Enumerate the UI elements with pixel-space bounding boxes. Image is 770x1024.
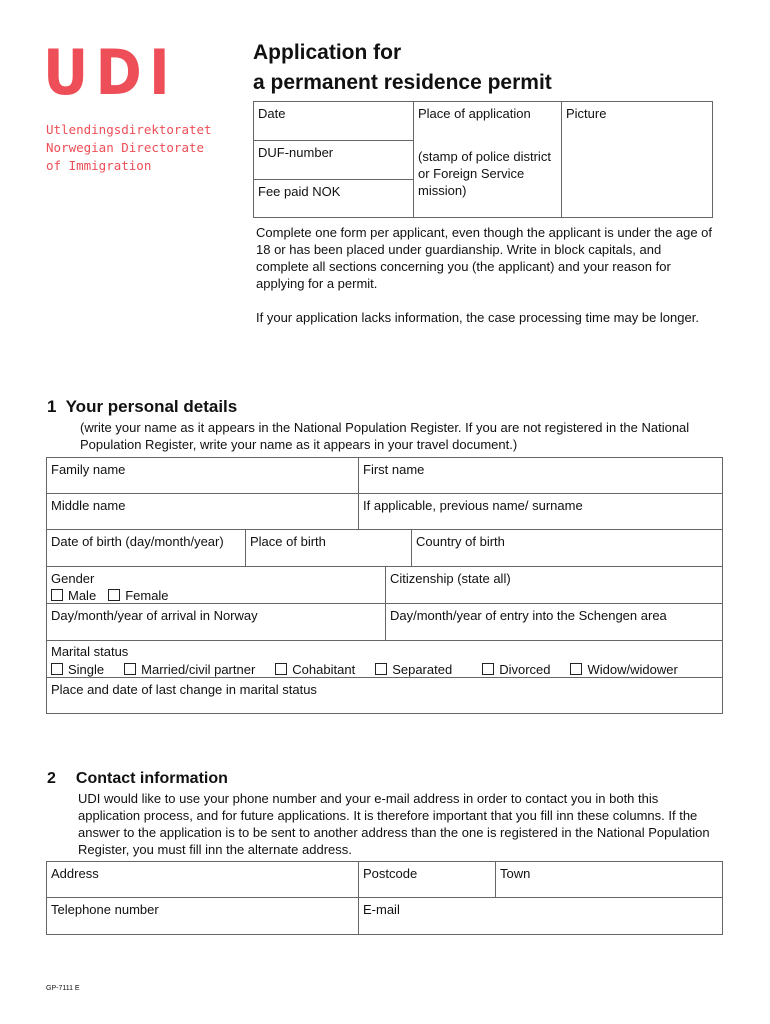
section-2-note: UDI would like to use your phone number and your e-mail address in order to contact you in both this application process, and for future applications. It is therefore important that you fill inn these columns. If the answer to the application is to be sent to another address than the one is registered in the National Population Register, you must fill inn the alternate address. — [78, 791, 710, 857]
duf-number-field[interactable]: DUF-number — [253, 140, 414, 180]
picture-field[interactable]: Picture — [561, 101, 713, 218]
previous-name-field[interactable]: If applicable, previous name/ surname — [358, 493, 723, 530]
marital-single-checkbox[interactable]: Single — [51, 661, 104, 678]
gender-female-checkbox[interactable]: Female — [108, 588, 168, 603]
country-of-birth-field[interactable]: Country of birth — [411, 529, 723, 567]
marital-cohabitant-checkbox[interactable]: Cohabitant — [275, 661, 355, 678]
udi-logo: UDI — [43, 36, 178, 109]
marital-married-checkbox[interactable]: Married/civil partner — [124, 661, 255, 678]
org-name-en: Norwegian Directorate — [46, 140, 205, 155]
page-title: Application for a permanent residence permit — [253, 41, 552, 94]
middle-name-field[interactable]: Middle name — [46, 493, 359, 530]
org-name-no: Utlendingsdirektoratet — [46, 122, 212, 137]
marital-separated-checkbox[interactable]: Separated — [375, 661, 452, 678]
last-marital-change-field[interactable]: Place and date of last change in marital status — [46, 677, 723, 714]
telephone-field[interactable]: Telephone number — [46, 897, 359, 935]
town-field[interactable]: Town — [495, 861, 723, 898]
place-of-birth-field[interactable]: Place of birth — [245, 529, 412, 567]
citizenship-field[interactable]: Citizenship (state all) — [385, 566, 723, 604]
marital-status-field: Marital status Single Married/civil partner Cohabitant Separated Divorced Widow/widower — [46, 640, 723, 678]
arrival-date-field[interactable]: Day/month/year of arrival in Norway — [46, 603, 386, 641]
place-of-application-field[interactable]: Place of application (stamp of police district or Foreign Service mission) — [413, 101, 562, 218]
gender-male-checkbox[interactable]: Male — [51, 588, 96, 603]
intro-note: If your application lacks information, the case processing time may be longer. — [256, 310, 699, 325]
form-code: GP-7111 E — [46, 985, 80, 992]
address-field[interactable]: Address — [46, 861, 359, 898]
first-name-field[interactable]: First name — [358, 457, 723, 494]
section-1-note: (write your name as it appears in the National Population Register. If you are not registered in the National Population Register, write your name as it appears in your travel document.) — [80, 420, 690, 452]
postcode-field[interactable]: Postcode — [358, 861, 496, 898]
gender-field: Gender Male Female — [46, 566, 386, 604]
section-1-heading: 1 Your personal details — [47, 397, 238, 416]
fee-paid-field[interactable]: Fee paid NOK — [253, 179, 414, 218]
dob-field[interactable]: Date of birth (day/month/year) — [46, 529, 246, 567]
date-field[interactable]: Date — [253, 101, 414, 141]
email-field[interactable]: E-mail — [358, 897, 723, 935]
intro-text: Complete one form per applicant, even though the applicant is under the age of 18 or has been placed under guardianship. Write in block capitals, and complete all sections concerning you (the applicant) and your reason for applying for a permit. — [256, 225, 713, 291]
marital-widow-checkbox[interactable]: Widow/widower — [570, 661, 677, 678]
marital-divorced-checkbox[interactable]: Divorced — [482, 661, 550, 678]
section-2-heading: 2 Contact information — [47, 770, 228, 787]
family-name-field[interactable]: Family name — [46, 457, 359, 494]
schengen-entry-field[interactable]: Day/month/year of entry into the Schengen area — [385, 603, 723, 641]
org-name-en-2: of Immigration — [46, 158, 152, 173]
